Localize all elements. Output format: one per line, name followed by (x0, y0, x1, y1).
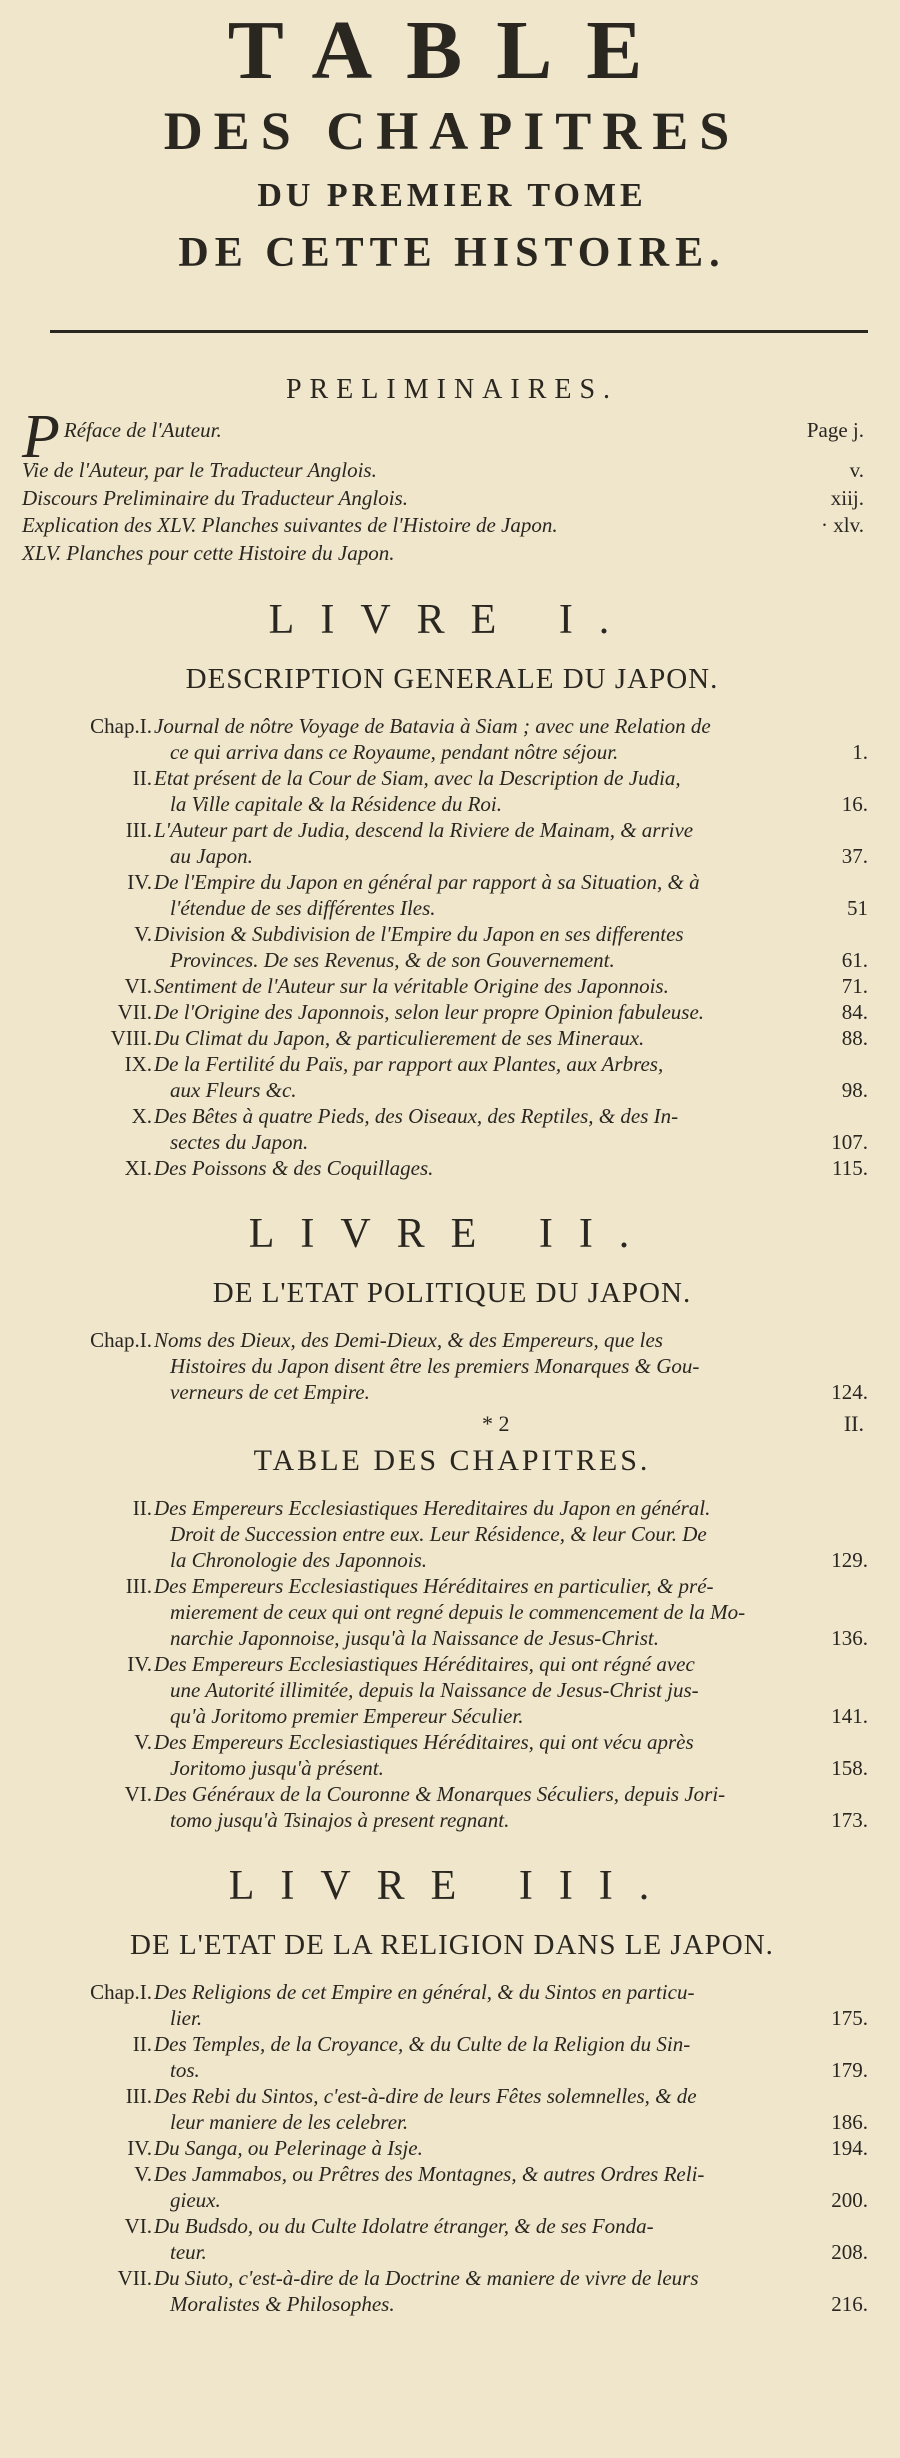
preliminaire-item (22, 540, 882, 568)
chapter-final-line (154, 1129, 882, 1155)
chapter-title-line: Droit de Succession entre eux. Leur Résidence, & leur Cour. De (170, 1522, 707, 1546)
chapter-entry (22, 817, 882, 869)
preliminaire-title-text: Discours Preliminaire du Traducteur Anglois. (22, 485, 408, 510)
chapter-page: 84. (841, 1000, 868, 1024)
chapter-body (154, 1979, 882, 2031)
dropcap-letter: P (22, 403, 60, 471)
catchword: II. (843, 1411, 864, 1436)
chapter-title-line: une Autorité illimitée, depuis la Naissance de Jesus-Christ jus- (170, 1678, 699, 1702)
preliminaire-page: Page j. (806, 418, 864, 442)
chapter-title-line: l'étendue de ses différentes Iles. (170, 896, 436, 920)
chapter-final-line (154, 2135, 882, 2161)
chapter-final-line (154, 2109, 882, 2135)
chapter-page: 200. (831, 2188, 868, 2212)
chapter-final-line (154, 895, 882, 921)
preliminaire-title (22, 540, 395, 568)
chapter-entry (22, 2265, 882, 2317)
chapter-number: Chap.I. (90, 714, 152, 738)
chapter-number: VI. (124, 1782, 152, 1806)
chapter-entry (22, 1495, 882, 1573)
chapter-number: III. (125, 1574, 152, 1598)
chapter-title-line: verneurs de cet Empire. (170, 1380, 370, 1404)
chapter-number: VI. (124, 2214, 152, 2238)
chapter-title-line: qu'à Joritomo premier Empereur Séculier. (170, 1704, 524, 1728)
preliminaire-page: · xlv. (821, 513, 864, 537)
chapter-title-line: Des Religions de cet Empire en général, & du Sintos en particu- (154, 1980, 695, 2004)
chapter-title-line: De l'Origine des Japonnois, selon leur propre Opinion fabuleuse. (154, 1000, 705, 1024)
preliminaire-title (22, 457, 377, 485)
chapter-number: Chap.I. (90, 1328, 152, 1352)
chapter-final-line (154, 1379, 882, 1405)
chapter-number: II. (132, 766, 152, 790)
chapter-title-line: Joritomo jusqu'à présent. (170, 1756, 384, 1780)
chapter-number: VIII. (110, 1026, 152, 1050)
chapter-title-line: Du Siuto, c'est-à-dire de la Doctrine & maniere de vivre de leurs (154, 2266, 699, 2290)
livre3-heading: LIVRE III. (228, 1863, 676, 1909)
chapter-final-line (154, 1703, 882, 1729)
chapter-page: 158. (831, 1756, 868, 1780)
chapter-page: 71. (841, 974, 868, 998)
chapter-final-line (154, 1755, 882, 1781)
chapter-title-line: Journal de nôtre Voyage de Batavia à Siam ; avec une Relation de (154, 714, 711, 738)
chapter-final-line (154, 2291, 882, 2317)
chapter-number: V. (134, 2162, 152, 2186)
chapter-number: IV. (127, 2136, 152, 2160)
chapter-number: IX. (124, 1052, 152, 1076)
chapter-title-line: la Ville capitale & la Résidence du Roi. (170, 792, 503, 816)
chapter-final-line (154, 999, 882, 1025)
chapter-page: 115. (832, 1156, 868, 1180)
chapter-final-line (154, 2057, 882, 2083)
chapter-title-line: Division & Subdivision de l'Empire du Japon en ses differentes (154, 922, 684, 946)
chapter-title-line: De l'Empire du Japon en général par rapport à sa Situation, & à (154, 870, 700, 894)
chapter-title-line: tomo jusqu'à Tsinajos à present regnant. (170, 1808, 510, 1832)
chapter-title-line: Provinces. De ses Revenus, & de son Gouvernement. (170, 948, 615, 972)
chapter-title-line: Des Empereurs Ecclesiastiques Héréditaires, qui ont régné avec (154, 1652, 695, 1676)
chapter-final-line (154, 2187, 882, 2213)
preliminaire-title-text: XLV. Planches pour cette Histoire du Japon. (22, 540, 395, 565)
chapter-entry (22, 2031, 882, 2083)
chapter-number: VII. (117, 2266, 152, 2290)
chapter-title-line: gieux. (170, 2188, 221, 2212)
chapter-final-line (154, 791, 882, 817)
preliminaire-page: xiij. (830, 485, 864, 510)
chapter-page: 136. (831, 1626, 868, 1650)
chapter-number: III. (125, 818, 152, 842)
chapter-title-line: aux Fleurs &c. (170, 1078, 297, 1102)
chapter-title-line: Des Généraux de la Couronne & Monarques Séculiers, depuis Jori- (154, 1782, 726, 1806)
livre3-chapter-list (22, 1979, 882, 2317)
chapter-title-line: Des Empereurs Ecclesiastiques Hereditaires du Japon en général. (154, 1496, 711, 1520)
livre2-heading: LIVRE II. (248, 1211, 656, 1257)
chapter-title-line: la Chronologie des Japonnois. (170, 1548, 428, 1572)
chapter-number: VI. (124, 974, 152, 998)
preliminaire-title-text: Vie de l'Auteur, par le Traducteur Anglois. (22, 458, 377, 482)
chapter-entry (22, 713, 882, 765)
signature-mark: * 2 (482, 1411, 510, 1436)
chapter-body (154, 1103, 882, 1155)
chapter-number: X. (131, 1104, 152, 1128)
chapter-body (154, 2083, 882, 2135)
chapter-entry (22, 1573, 882, 1651)
preliminaire-title-text: Explication des XLV. Planches suivantes de l'Histoire de Japon. (22, 513, 558, 537)
chapter-number: VII. (117, 1000, 152, 1024)
chapter-title-line: L'Auteur part de Judia, descend la Riviere de Mainam, & arrive (154, 818, 694, 842)
chapter-title-line: Des Temples, de la Croyance, & du Culte de la Religion du Sin- (154, 2032, 691, 2056)
chapter-final-line (154, 1025, 882, 1051)
chapter-entry (22, 1651, 882, 1729)
chapter-title-line: tos. (170, 2058, 200, 2082)
chapter-page: 16. (841, 792, 868, 816)
chapter-entry (22, 999, 882, 1025)
chapter-page: 61. (841, 948, 868, 972)
chapter-body (154, 1573, 882, 1651)
livre2-chapter-list (22, 1327, 882, 1405)
chapter-final-line (154, 1625, 882, 1651)
chapter-title-line: De la Fertilité du Païs, par rapport aux Plantes, aux Arbres, (154, 1052, 664, 1076)
title-des-chapitres: DES CHAPITRES (163, 101, 741, 161)
chapter-title-line: leur maniere de les celebrer. (170, 2110, 409, 2134)
chapter-number: V. (134, 922, 152, 946)
page-signature-line (482, 1411, 864, 1437)
preliminaires-list (22, 403, 882, 567)
chapter-entry (22, 1327, 882, 1405)
chapter-entry (22, 1155, 882, 1181)
preliminaire-title (22, 403, 222, 471)
chapter-final-line (154, 1155, 882, 1181)
chapter-title-line: sectes du Japon. (170, 1130, 309, 1154)
chapter-body (154, 2213, 882, 2265)
chapter-title-line: Du Sanga, ou Pelerinage à Isje. (154, 2136, 423, 2160)
chapter-number: IV. (127, 870, 152, 894)
chapter-page: 124. (831, 1380, 868, 1404)
chapter-final-line (154, 739, 882, 765)
chapter-body (154, 713, 882, 765)
chapter-title-line: Des Poissons & des Coquillages. (154, 1156, 434, 1180)
chapter-body (154, 973, 882, 999)
chapter-title-line: lier. (170, 2006, 203, 2030)
chapter-entry (22, 973, 882, 999)
chapter-title-line: Histoires du Japon disent être les premiers Monarques & Gou- (170, 1354, 700, 1378)
chapter-title-line: Sentiment de l'Auteur sur la véritable Origine des Japonnois. (154, 974, 669, 998)
chapter-body (154, 1651, 882, 1729)
chapter-title-line: Du Climat du Japon, & particulierement de ses Mineraux. (154, 1026, 645, 1050)
chapter-page: 173. (831, 1808, 868, 1832)
chapter-number: XI. (124, 1156, 152, 1180)
livre2-cont-chapter-list (22, 1495, 882, 1833)
chapter-page: 216. (831, 2292, 868, 2316)
livre3-subheading: DE L'ETAT DE LA RELIGION DANS LE JAPON. (130, 1929, 774, 1961)
chapter-page: 179. (831, 2058, 868, 2082)
chapter-entry (22, 2135, 882, 2161)
chapter-number: II. (132, 2032, 152, 2056)
title-table: TABLE (227, 4, 677, 97)
chapter-number: III. (125, 2084, 152, 2108)
chapter-number: V. (134, 1730, 152, 1754)
chapter-final-line (154, 973, 882, 999)
chapter-page: 194. (831, 2136, 868, 2160)
chapter-page: 141. (831, 1704, 868, 1728)
chapter-page: 208. (831, 2240, 868, 2264)
chapter-number: IV. (127, 1652, 152, 1676)
chapter-entry (22, 921, 882, 973)
title-premier-tome: DU PREMIER TOME (257, 177, 647, 214)
chapter-final-line (154, 1077, 882, 1103)
chapter-page: 129. (831, 1548, 868, 1572)
chapter-body (154, 1495, 882, 1573)
chapter-title-line: Moralistes & Philosophes. (170, 2292, 395, 2316)
chapter-title-line: narchie Japonnoise, jusqu'à la Naissance de Jesus-Christ. (170, 1626, 659, 1650)
livre1-subheading: DESCRIPTION GENERALE DU JAPON. (185, 663, 719, 695)
preliminaire-page: v. (849, 458, 864, 482)
chapter-body (154, 817, 882, 869)
chapter-title-line: Des Bêtes à quatre Pieds, des Oiseaux, des Reptiles, & des In- (154, 1104, 679, 1128)
preliminaire-item (22, 457, 882, 485)
chapter-page: 1. (852, 740, 868, 764)
chapter-body (154, 1025, 882, 1051)
chapter-body (154, 2265, 882, 2317)
running-head: TABLE DES CHAPITRES. (253, 1444, 651, 1477)
chapter-body (154, 1327, 882, 1405)
livre1-chapter-list (22, 713, 882, 1181)
chapter-entry (22, 1103, 882, 1155)
preliminaire-title (22, 512, 558, 540)
chapter-page: 37. (841, 844, 868, 868)
chapter-page: 186. (831, 2110, 868, 2134)
chapter-entry (22, 1729, 882, 1781)
chapter-title-line: mierement de ceux qui ont regné depuis le commencement de la Mo- (170, 1600, 746, 1624)
chapter-entry (22, 2213, 882, 2265)
title-cette-histoire: DE CETTE HISTOIRE. (178, 230, 726, 276)
chapter-page: 98. (841, 1078, 868, 1102)
chapter-entry (22, 1025, 882, 1051)
chapter-entry (22, 2161, 882, 2213)
chapter-body (154, 1051, 882, 1103)
chapter-final-line (154, 947, 882, 973)
chapter-final-line (154, 843, 882, 869)
preliminaire-title-text: Réface de l'Auteur. (63, 418, 222, 442)
chapter-number: Chap.I. (90, 1980, 152, 2004)
preliminaire-item (22, 485, 882, 513)
chapter-title-line: Du Budsdo, ou du Culte Idolatre étranger, & de ses Fonda- (154, 2214, 654, 2238)
chapter-title-line: Des Rebi du Sintos, c'est-à-dire de leurs Fêtes solemnelles, & de (154, 2084, 697, 2108)
chapter-title-line: Des Empereurs Ecclesiastiques Héréditaires, qui ont vécu après (154, 1730, 694, 1754)
chapter-final-line (154, 1807, 882, 1833)
chapter-body (154, 765, 882, 817)
chapter-body (154, 2031, 882, 2083)
chapter-title-line: Noms des Dieux, des Demi-Dieux, & des Empereurs, que les (154, 1328, 663, 1352)
chapter-title-line: teur. (170, 2240, 207, 2264)
chapter-body (154, 869, 882, 921)
chapter-body (154, 1729, 882, 1781)
chapter-body (154, 1155, 882, 1181)
divider-rule (50, 330, 868, 333)
chapter-entry (22, 2083, 882, 2135)
preliminaire-item (22, 512, 882, 540)
chapter-page: 88. (841, 1026, 868, 1050)
chapter-entry (22, 869, 882, 921)
chapter-body (154, 921, 882, 973)
chapter-page: 175. (831, 2006, 868, 2030)
chapter-title-line: Etat présent de la Cour de Siam, avec la Description de Judia, (154, 766, 681, 790)
chapter-final-line (154, 2239, 882, 2265)
chapter-page: 107. (831, 1130, 868, 1154)
chapter-entry (22, 1781, 882, 1833)
chapter-title-line: au Japon. (170, 844, 253, 868)
chapter-body (154, 2135, 882, 2161)
chapter-entry (22, 1979, 882, 2031)
livre1-heading: LIVRE I. (268, 597, 636, 643)
chapter-number: II. (132, 1496, 152, 1520)
livre2-subheading: DE L'ETAT POLITIQUE DU JAPON. (212, 1277, 692, 1309)
preliminaire-title (22, 485, 408, 513)
chapter-title-line: Des Jammabos, ou Prêtres des Montagnes, & autres Ordres Reli- (154, 2162, 705, 2186)
chapter-body (154, 999, 882, 1025)
chapter-final-line (154, 2005, 882, 2031)
chapter-title-line: ce qui arriva dans ce Royaume, pendant nôtre séjour. (170, 740, 619, 764)
chapter-entry (22, 765, 882, 817)
chapter-page: 51 (847, 896, 868, 920)
chapter-body (154, 1781, 882, 1833)
chapter-entry (22, 1051, 882, 1103)
chapter-body (154, 2161, 882, 2213)
chapter-final-line (154, 1547, 882, 1573)
chapter-title-line: Des Empereurs Ecclesiastiques Héréditaires en particulier, & pré- (154, 1574, 714, 1598)
preliminaires-heading: PRELIMINAIRES. (285, 374, 619, 405)
